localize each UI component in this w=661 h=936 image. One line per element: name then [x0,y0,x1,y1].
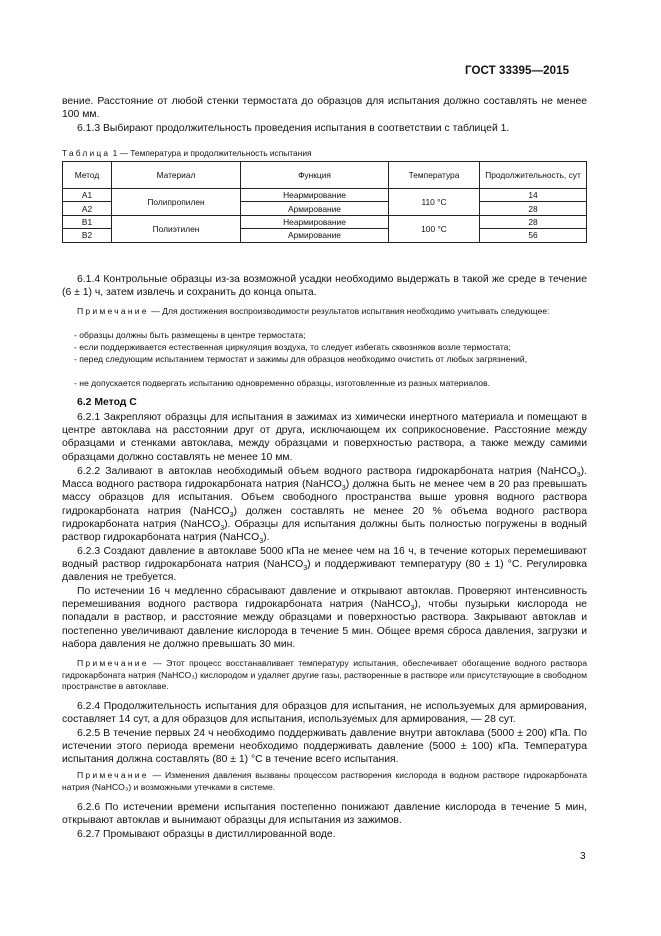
paragraph-6-2-7: 6.2.7 Промывают образцы в дистиллированной воде. [77,829,336,840]
cell-method: В1 [63,215,112,228]
note-1-item: - образцы должны быть размещены в центре термостата; [74,330,306,340]
paragraph-6-2-2: 6.2.2 Заливают в автоклав необходимый объем водного раствора гидрокарбоната натрия (NaHCO$_3$). Масса водного раствора гидрокарбоната натрия (NaHCO$_3$) должна быть не менее чем в 20 раз превышать массу образцов для испытания. Объем свободного пространства выше уровня водного раствора гидрокарбоната натрия (NaHCO$_3$) должен составлять не менее 20 % объема водного раствора гидрокарбоната натрия (NaHCO$_3$). Образцы для испытания должны быть полностью погружены в водный раствор гидрокарбоната натрия (NaHCO$_3$). [62,466,588,546]
cell-function: Неармирование [241,215,389,228]
cell-duration: 28 [480,202,587,215]
col-header: Функция [241,162,389,189]
table-row [63,215,587,228]
page-number: 3 [580,851,586,862]
cell-function: Армирование [241,202,389,215]
note-1: Примечание — Для достижения воспроизводимости результатов испытания необходимо учитывать следующее: [77,306,550,316]
cell-temperature: 100 °C [389,215,480,242]
note-2: Примечание — Этот процесс восстанавливает температуру испытания, обеспечивает обогащение водного раствора гидрокарбоната натрия (NaHCO₃) кислородом и удаляет другие газы, растворенные в растворе или присутствующие в свободном пространстве в автоклаве. [62,658,587,692]
section-heading-6-2: 6.2 Метод С [77,397,137,408]
note-1-item: - если поддерживается естественная циркуляция воздуха, то следует избегать сквозняков возле термостата; [74,342,511,352]
cell-method: В2 [63,229,112,242]
document-id: ГОСТ 33395—2015 [465,65,570,77]
cell-method: А1 [63,189,112,202]
cell-material: Полипропилен [112,189,241,216]
col-header: Материал [112,162,241,189]
cell-method: А2 [63,202,112,215]
cell-duration: 28 [480,215,587,228]
table-1 [62,161,587,243]
col-header: Метод [63,162,112,189]
paragraph-6-2-5: 6.2.5 В течение первых 24 ч необходимо поддерживать давление внутри автоклава (5000 ± 200) кПа. По истечении этого периода времени необходимо поддерживать давление (5000 ± 100) кПа. Температура испытания должна составлять (80 ± 1) °С в течение всего испытания. [62,728,587,766]
paragraph-continuation: вение. Расстояние от любой стенки термостата до образцов для испытания должно составлять не менее 100 мм. [62,96,587,121]
col-header: Продолжительность, сут [480,162,587,189]
cell-function: Неармирование [241,189,389,202]
cell-duration: 14 [480,189,587,202]
paragraph-6-2-1: 6.2.1 Закрепляют образцы для испытания в зажимах из химически инертного материала и помещают в центре автоклава на расстоянии друг от друга, исключающем их соприкосновение. Расстояние между образцами и стенками автоклава, между образцами и поверхностью раствора, а также между самими образцами должно составлять не менее 10 мм. [62,412,587,463]
paragraph-6-1-3: 6.1.3 Выбирают продолжительность проведения испытания в соответствии с таблицей 1. [77,123,510,134]
note-3: Примечание — Изменения давления вызваны процессом растворения кислорода в водном растворе гидрокарбоната натрия (NaHCO₃) и возможными утечками в системе. [62,770,587,792]
table-caption: Таблица 1 — Температура и продолжительность испытания [62,148,312,158]
paragraph-6-2-6: 6.2.6 По истечении времени испытания постепенно понижают давление кислорода в течение 5 мин, открывают автоклав и вынимают образцы для испытания из зажимов. [62,802,587,827]
paragraph-6-1-4: 6.1.4 Контрольные образцы из-за возможной усадки необходимо выдержать в такой же среде в течение (6 ± 1) ч, затем извлечь и сохранить до конца опыта. [62,274,587,299]
paragraph-6-2-3: 6.2.3 Создают давление в автоклаве 5000 кПа не менее чем на 16 ч, в течение которых перемешивают водный раствор гидрокарбоната натрия (NaHCO$_3$) и поддерживают температуру (80 ± 1) °С. Регулировка давления не требуется. [62,546,587,584]
table-header-row [63,162,587,189]
note-1-item: - не допускается подвергать испытанию одновременно образцы, изготовленные из разных материалов. [74,378,490,388]
col-header: Температура [389,162,480,189]
cell-function: Армирование [241,229,389,242]
note-1-item: - перед следующим испытанием термостат и зажимы для образцов необходимо очистить от любых загрязнений, [74,354,528,364]
cell-duration: 56 [480,229,587,242]
paragraph-after-16h: По истечении 16 ч медленно сбрасывают давление и открывают автоклав. Проверяют интенсивность перемешивания водного раствора гидрокарбоната натрия (NaHCO$_3$), чтобы пузырьки кислорода не попадали в раствор, и расстояние между образцами и поверхностью раствора. Закрывают автоклав и постепенно увеличивают давление кислорода в течение 5 мин. Общее время сброса давления, загрузки и набора давления не должно превышать 30 мин. [62,586,588,650]
cell-temperature: 110 °C [389,189,480,216]
cell-material: Полиэтилен [112,215,241,242]
table-row [63,189,587,202]
paragraph-6-2-4: 6.2.4 Продолжительность испытания для образцов для испытания, не используемых для армирования, составляет 14 сут, а для образцов для испытания, используемых для армирования, — 28 сут. [62,701,587,726]
